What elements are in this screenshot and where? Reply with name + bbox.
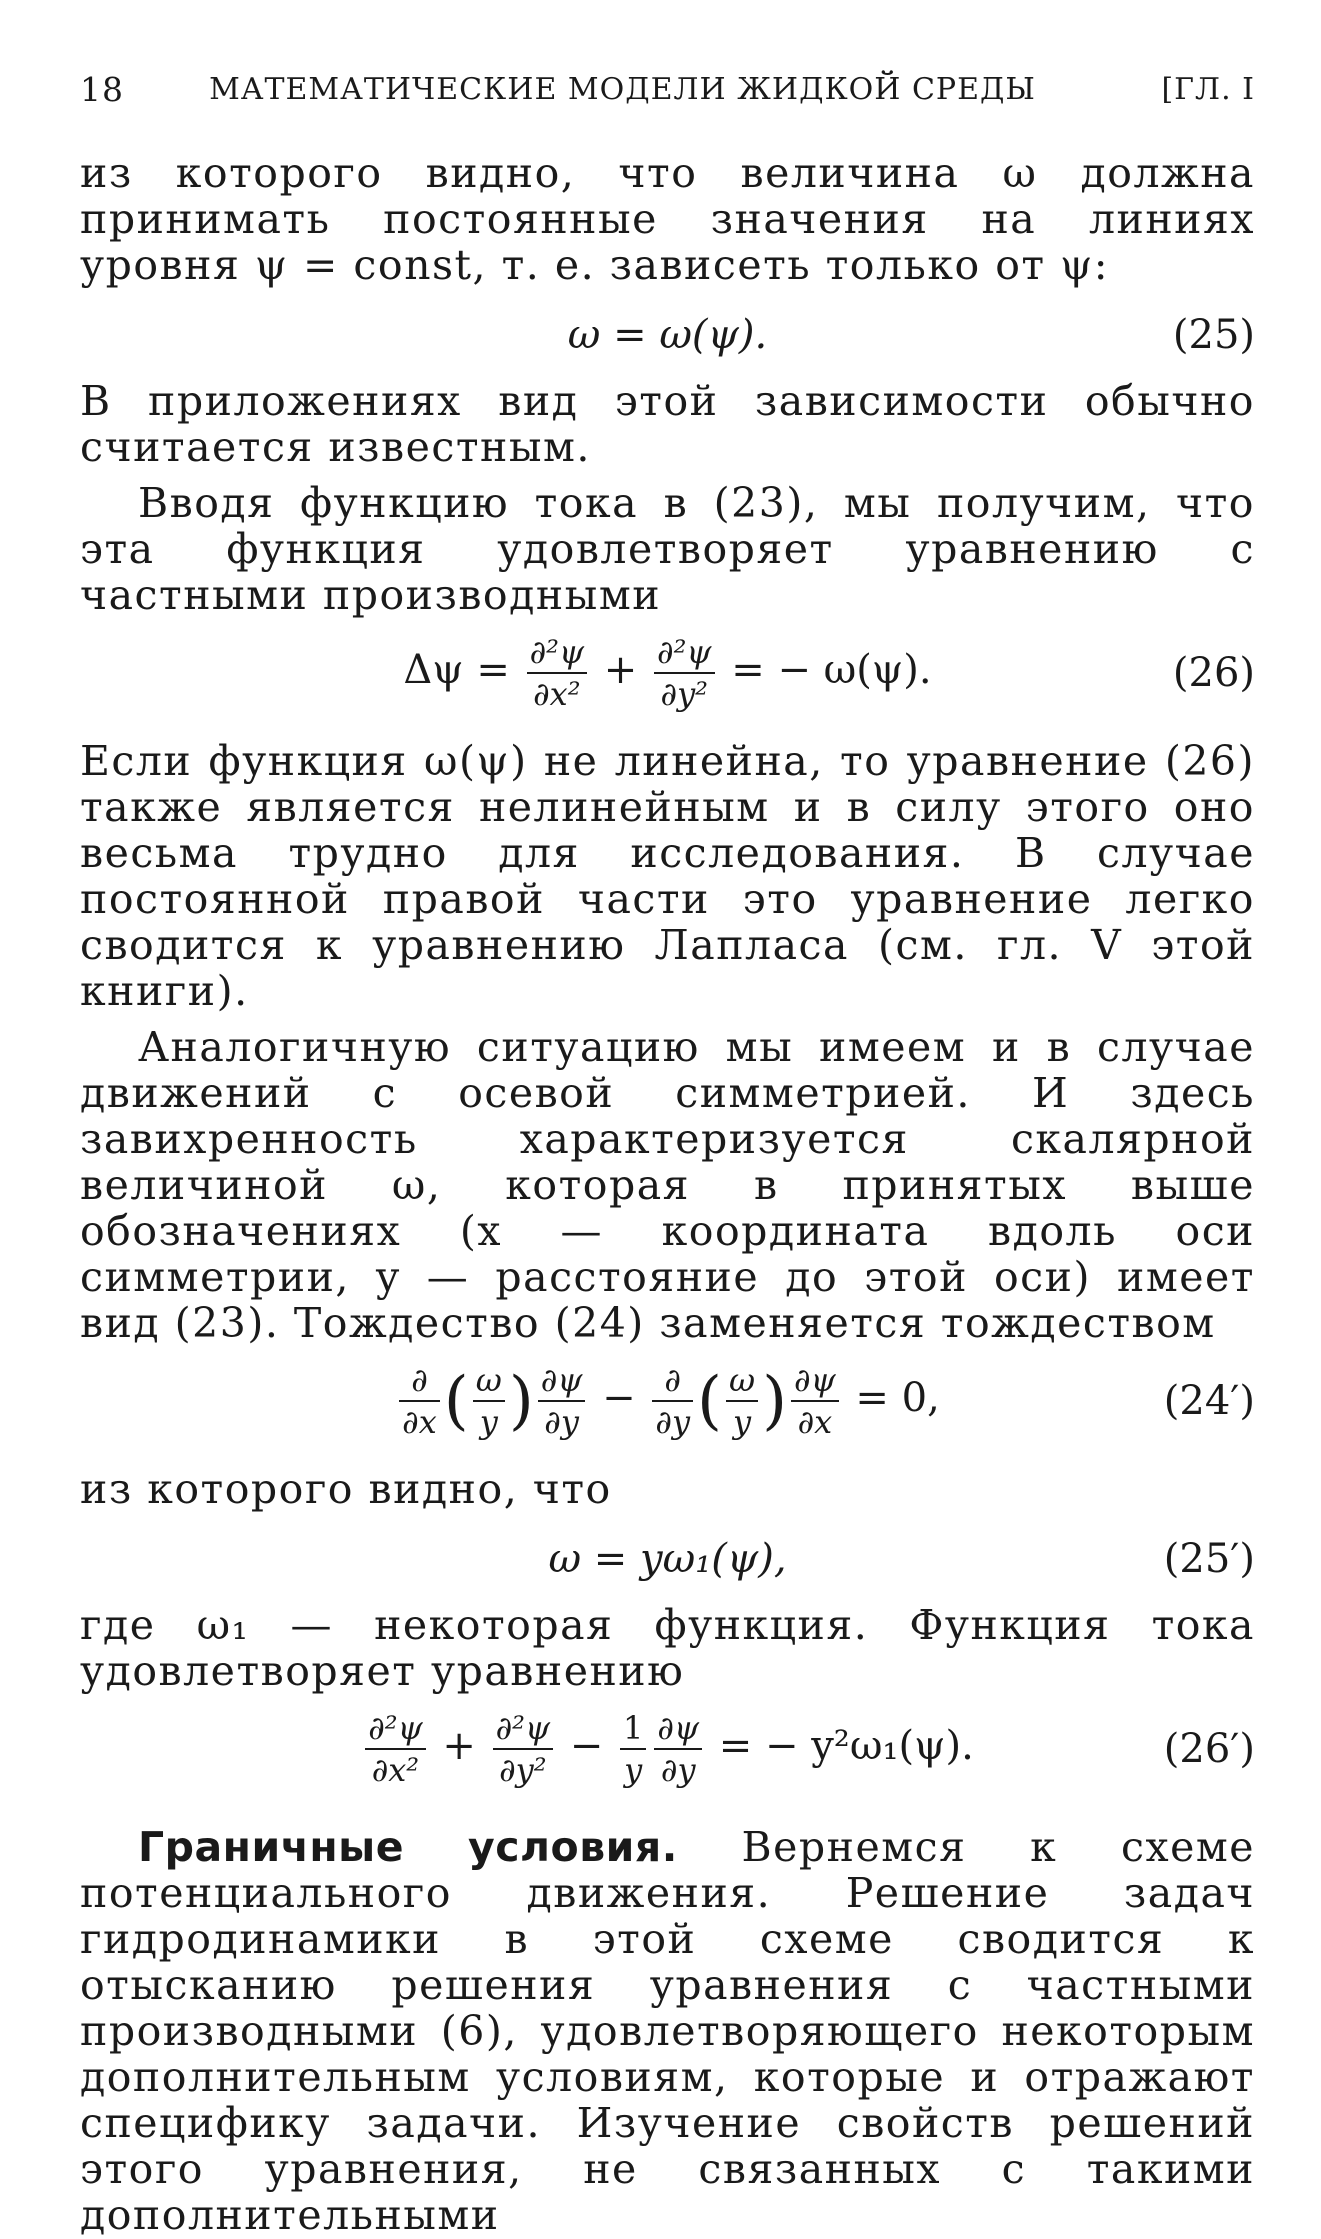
eq26-term2-numerator: ∂²ψ: [654, 632, 714, 674]
equation-25-formula: ω = ω(ψ).: [567, 312, 768, 358]
paragraph-2: В приложениях вид этой зависимости обычно считается известным.: [80, 377, 1255, 471]
eq24p-dpsi-dy: [538, 1360, 586, 1442]
eq26-rhs: = − ω(ψ).: [731, 647, 932, 693]
paragraph-1: из которого видно, что величина ω должна принимать постоянные значения на линиях уровня ψ = const, т. е. зависеть только от ψ:: [80, 149, 1255, 289]
paragraph-5: Аналогичную ситуацию мы имеем и в случае движений с осевой симметрией. И здесь завихренность характеризуется скалярной величиной ω, которая в принятых выше обозначениях (x — координата вдоль оси симметрии, y — расстояние до этой оси) имеет вид (23). Тождество (24) заменяется тождеством: [80, 1023, 1255, 1347]
eq26p-term4-denominator: ∂y: [660, 1751, 696, 1789]
eq24p-omega-over-y-2: [726, 1360, 758, 1442]
eq24p-dpsi-dy-den: ∂y: [544, 1403, 579, 1441]
eq26-plus: +: [603, 647, 638, 693]
eq24p-rhs: = 0,: [855, 1375, 940, 1421]
eq24p-rparen-2: ): [762, 1364, 788, 1438]
eq26p-term4-numerator: ∂ψ: [654, 1708, 702, 1750]
equation-24-prime-formula: [80, 1360, 1255, 1442]
eq26-term1-fraction: [527, 632, 587, 714]
eq24p-omega-1: ω: [473, 1360, 505, 1402]
eq24p-dpsi-dy-num: ∂ψ: [538, 1360, 586, 1402]
eq26p-term3-numerator: 1: [620, 1708, 646, 1750]
eq24p-d-dx-num: ∂: [399, 1360, 440, 1402]
eq26-term2-denominator: ∂y²: [660, 675, 708, 713]
paragraph-3: Вводя функцию тока в (23), мы получим, что эта функция удовлетворяет уравнению с частными производными: [80, 479, 1255, 619]
running-title: МАТЕМАТИЧЕСКИЕ МОДЕЛИ ЖИДКОЙ СРЕДЫ: [209, 72, 1036, 107]
equation-26-prime-formula: [80, 1708, 1255, 1790]
eq26p-term3-denominator: y: [624, 1751, 643, 1789]
eq26p-minus: −: [569, 1723, 604, 1769]
equation-24-prime-number: (24′): [1163, 1378, 1255, 1424]
eq26-term1-denominator: ∂x²: [533, 675, 581, 713]
eq26p-term2-numerator: ∂²ψ: [493, 1708, 553, 1750]
eq26p-plus: +: [442, 1723, 476, 1769]
eq24p-y-1: y: [479, 1403, 498, 1441]
eq24p-lparen-1: (: [443, 1364, 469, 1438]
eq26p-rhs: = − y²ω₁(ψ).: [718, 1723, 974, 1769]
eq24p-y-2: y: [732, 1403, 752, 1441]
book-page: [80, 70, 1255, 2238]
eq26p-term4-fraction: [654, 1708, 702, 1790]
eq26p-term2-fraction: [493, 1708, 553, 1790]
paragraph-6: из которого видно, что: [80, 1465, 612, 1513]
equation-26-prime: [80, 1694, 1255, 1814]
eq24p-d-dy: [652, 1360, 693, 1442]
page-number: 18: [80, 70, 124, 109]
eq26-term1-numerator: ∂²ψ: [527, 632, 587, 674]
eq26-term2-fraction: [654, 632, 714, 714]
equation-26: [80, 618, 1255, 738]
eq24p-omega-over-y-1: [473, 1360, 505, 1442]
eq24p-dpsi-dx: [791, 1360, 839, 1442]
eq26p-term1-fraction: [365, 1708, 425, 1790]
eq24p-dpsi-dx-den: ∂x: [797, 1403, 833, 1441]
equation-25-prime-formula: ω = yω₁(ψ),: [548, 1536, 787, 1582]
page-header: [80, 70, 1255, 130]
equation-25-prime: [80, 1512, 1255, 1602]
eq24p-rparen-1: ): [508, 1364, 534, 1438]
eq24p-lparen-2: (: [697, 1364, 722, 1438]
equation-26-formula: [80, 632, 1255, 714]
eq24p-omega-2: ω: [726, 1360, 758, 1402]
paragraph-7: где ω₁ — некоторая функция. Функция тока удовлетворяет уравнению: [80, 1601, 1255, 1695]
eq26p-term2-denominator: ∂y²: [499, 1751, 547, 1789]
eq26p-term1-numerator: ∂²ψ: [365, 1708, 425, 1750]
chapter-marker: [ГЛ. I: [1161, 72, 1255, 107]
eq24p-d-dy-den: ∂y: [655, 1403, 691, 1441]
eq26p-term1-denominator: ∂x²: [371, 1751, 420, 1789]
equation-25: [80, 288, 1255, 378]
equation-26-number: (26): [1172, 650, 1255, 696]
eq26p-term3-fraction: [620, 1708, 646, 1790]
eq24p-d-dx: [399, 1360, 440, 1442]
eq24p-d-dx-den: ∂x: [402, 1403, 437, 1441]
equation-25-prime-number: (25′): [1163, 1536, 1255, 1582]
paragraph-4: Если функция ω(ψ) не линейна, то уравнение (26) также является нелинейным и в силу этого оно весьма трудно для исследования. В случае постоянной правой части это уравнение легко сводится к уравнению Лапласа (см. гл. V этой книги).: [80, 737, 1255, 1015]
paragraph-8-text: Вернемся к схеме потенциального движения. Решение задач гидродинамики в этой схеме сводится к отысканию решения уравнения с частными производными (6), удовлетворяющего некоторым дополнительным условиям, которые и отражают специфику задачи. Изучение свойств решений этого уравнения, не связанных с такими дополнительными: [80, 1823, 1255, 2239]
eq26-lhs: Δψ =: [403, 647, 510, 693]
equation-25-number: (25): [1172, 312, 1255, 358]
eq24p-minus: −: [602, 1375, 636, 1421]
equation-24-prime: [80, 1346, 1255, 1466]
equation-26-prime-number: (26′): [1163, 1726, 1255, 1772]
section-heading-boundary-conditions: Граничные условия.: [138, 1823, 678, 1871]
eq24p-dpsi-dx-num: ∂ψ: [791, 1360, 839, 1402]
eq24p-d-dy-num: ∂: [652, 1360, 693, 1402]
paragraph-8: [80, 1824, 1255, 2238]
